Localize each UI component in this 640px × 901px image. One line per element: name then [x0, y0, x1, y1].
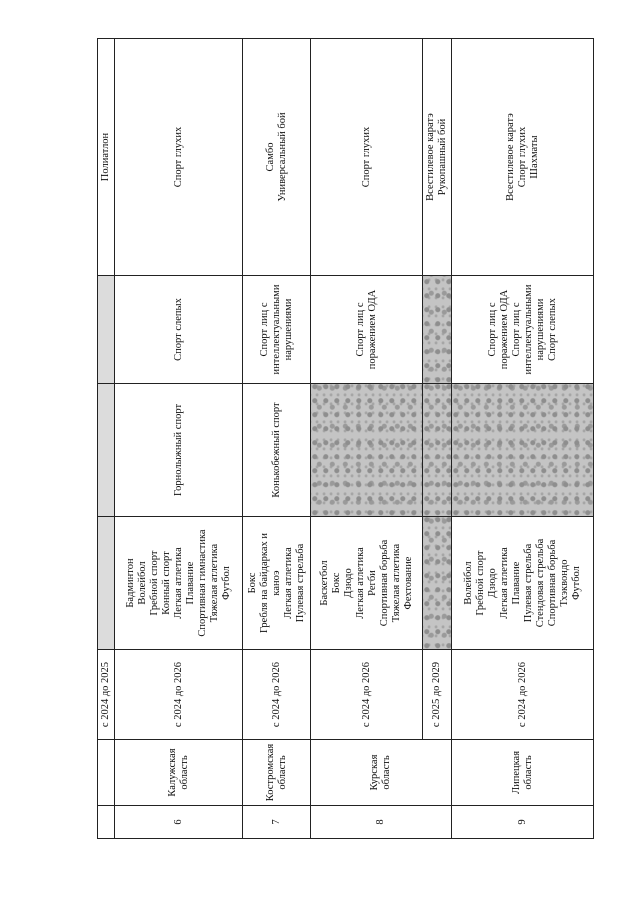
cont-poly-cell: Полиатлон [98, 39, 115, 276]
summer-sports [311, 517, 423, 650]
sub-winter-cell [423, 384, 452, 517]
sport-line: Легкая атлетика [282, 547, 294, 619]
cont-num-cell [98, 806, 115, 839]
sport-line: Шахматы [528, 135, 540, 179]
period: с 2024 до 2026 [115, 650, 243, 740]
disabled-sports [115, 276, 243, 384]
sport-line: Спорт лиц с интеллектуальными нарушениями [510, 284, 546, 375]
sub-other-sports [423, 39, 452, 276]
sport-line: Пулевая стрельба [522, 543, 534, 623]
sport-line: Легкая атлетика [354, 547, 366, 619]
winter-sports [311, 384, 423, 517]
row-number: 7 [243, 806, 311, 839]
summer-sports [452, 517, 594, 650]
cont-period-cell: с 2024 до 2025 [98, 650, 115, 740]
other-sports [115, 39, 243, 276]
sub-period: с 2025 до 2029 [423, 650, 452, 740]
sport-line: Спорт лиц с интеллектуальными нарушениями [258, 284, 294, 375]
sport-line: Тяжелая атлетика [208, 543, 220, 623]
sport-line: Всестилевое каратэ [504, 113, 516, 201]
sport-line: Волейбол [136, 561, 148, 605]
sport-line: Пулевая стрельба [294, 543, 306, 623]
row-number: 6 [115, 806, 243, 839]
sport-line: Спортивная гимнастика [196, 529, 208, 637]
table-row [452, 39, 594, 839]
cont-summer-cell [98, 517, 115, 650]
sport-line: Бадминтон [124, 558, 136, 608]
region-name: Костромская область [243, 740, 311, 806]
disabled-sports [243, 276, 311, 384]
other-sports [243, 39, 311, 276]
winter-sports: Горнолыжный спорт [115, 384, 243, 517]
table-row [115, 39, 243, 839]
sport-line: Тяжелая атлетика [390, 543, 402, 623]
sport-line: Фехтование [402, 556, 414, 610]
region-name: Курская область [311, 740, 452, 806]
sport-line: Спорт глухих [360, 126, 372, 188]
sub-disabled-cell [423, 276, 452, 384]
cont-region-cell [98, 740, 115, 806]
row-number: 8 [311, 806, 452, 839]
sport-line: Спортивная борьба [378, 539, 390, 627]
sport-line: Самбо [264, 142, 276, 172]
sport-line: Футбол [570, 566, 582, 600]
cont-disabled-cell [98, 276, 115, 384]
table-row-sub [423, 39, 452, 839]
sport-line: Гребля на байдарках и каноэ [258, 533, 282, 633]
sport-line: Гребной спорт [148, 550, 160, 616]
other-sports [311, 39, 423, 276]
sport-line: Легкая атлетика [172, 547, 184, 619]
winter-sports [452, 384, 594, 517]
sport-line: Спорт слепых [546, 298, 558, 361]
sport-line: Футбол [220, 566, 232, 600]
period: с 2024 до 2026 [243, 650, 311, 740]
sport-line: Спорт лиц с поражением ОДА [486, 289, 510, 370]
row-number: 9 [452, 806, 594, 839]
region-name: Липецкая область [452, 740, 594, 806]
sport-line: Спорт глухих [516, 126, 528, 188]
sport-line: Спорт глухих [172, 126, 184, 188]
sport-line: Универсальный бой [276, 112, 288, 202]
sport-line: Рукопашный бой [437, 118, 448, 196]
sport-line: Легкая атлетика [498, 547, 510, 619]
sport-line: Регби [366, 570, 378, 596]
sport-line: Бокс [246, 572, 258, 594]
winter-sports: Конькобежный спорт [243, 384, 311, 517]
regions-table [97, 38, 594, 839]
region-name: Калужская область [115, 740, 243, 806]
sport-line: Гребной спорт [474, 550, 486, 616]
sport-line: Всестилевое каратэ [425, 113, 436, 201]
sport-line: Тхэквондо [558, 559, 570, 607]
sport-line: Плавание [510, 561, 522, 605]
period: с 2024 до 2026 [311, 650, 423, 740]
cont-winter-cell [98, 384, 115, 517]
disabled-sports [311, 276, 423, 384]
sport-line: Бокс [330, 572, 342, 594]
sport-line: Спорт слепых [172, 298, 184, 361]
sport-line: Плавание [184, 561, 196, 605]
sub-summer-cell [423, 517, 452, 650]
sport-line: Спортивная борьба [546, 539, 558, 627]
other-sports [452, 39, 594, 276]
table-row [243, 39, 311, 839]
sport-line: Дзюдо [486, 568, 498, 598]
table-row [311, 39, 423, 839]
table-row-continuation [98, 39, 115, 839]
summer-sports [115, 517, 243, 650]
sport-line: Стендовая стрельба [534, 538, 546, 628]
sport-line: Спорт лиц с поражением ОДА [354, 289, 378, 370]
regions-table-rotated [97, 39, 587, 839]
sport-line: Конный спорт [160, 551, 172, 615]
summer-sports [243, 517, 311, 650]
sport-line: Баскетбол [318, 560, 330, 606]
period: с 2024 до 2026 [452, 650, 594, 740]
disabled-sports [452, 276, 594, 384]
sport-line: Волейбол [462, 561, 474, 605]
sport-line: Дзюдо [342, 568, 354, 598]
